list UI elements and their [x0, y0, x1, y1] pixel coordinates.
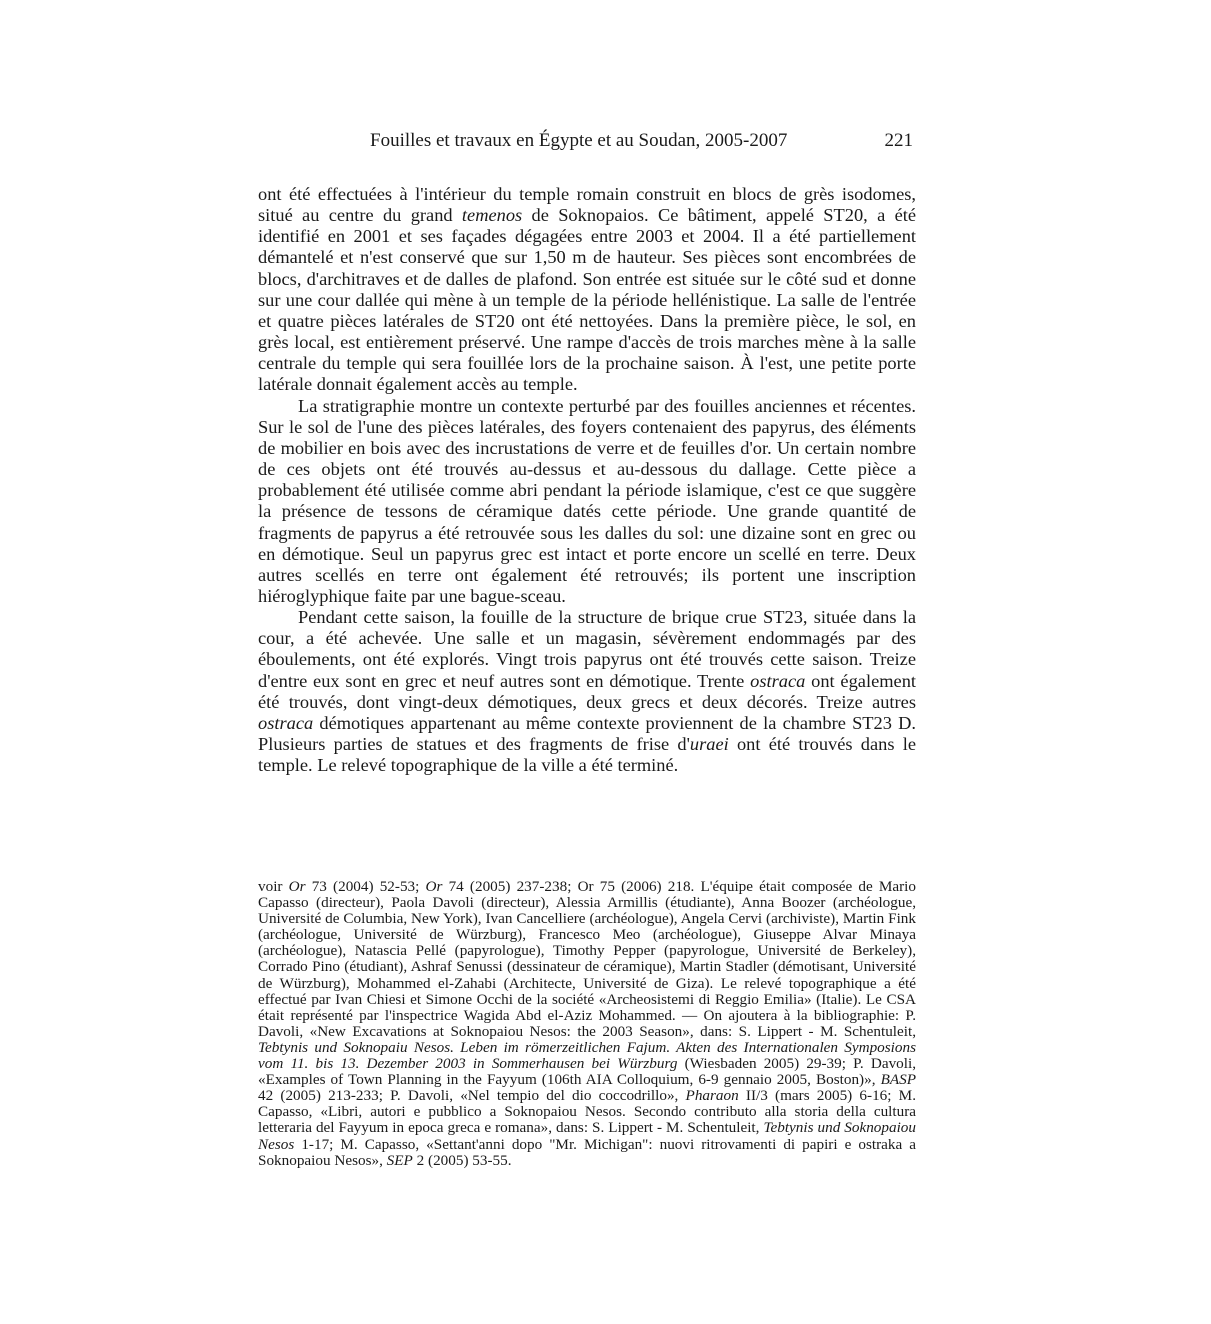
italic-text-run: ostraca [258, 712, 314, 733]
italic-text-run: SEP [386, 1151, 413, 1169]
italic-text-run: Or [288, 878, 306, 895]
text-run: Pendant cette saison, la fouille de la structure de brique crue ST23, située dans la cour, a été achevée. Une salle et un magasin, sévèrement endommagés par des éboulements, ont été explorés. Vingt trois papyrus ont été trouvés cette saison. Treize d'entre eux sont en grec et neuf autres sont en démotique. Trente [258, 607, 921, 691]
page-number: 221 [884, 130, 913, 151]
text-run: de Soknopaios. Ce bâtiment, appelé ST20, a été identifié en 2001 et ses façades dégagées entre 2003 et 2004. Il a été partiellement démantelé et n'est conservé que sur 1,50 m de hauteur. Ses pièces sont encombrées de blocs, d'architraves et de dalles de plafond. Son entrée est située sur le côté sud et donne sur une cour dallée qui mène à un temple de la période hellénistique. La salle de l'entrée et quatre pièces latérales de ST20 ont été nettoyées. Dans la première pièce, le sol, en grès local, est entièrement préservé. Une rampe d'accès de trois marches mène à la salle centrale du temple qui sera fouillée lors de la prochaine saison. À l'est, une petite porte latérale donnait également accès au temple. [258, 205, 921, 395]
footnote [258, 879, 916, 1169]
italic-text-run: BASP [880, 1071, 916, 1089]
text-run: 42 (2005) 213-233; P. Davoli, «Nel tempio del dio coccodrillo», [258, 1087, 686, 1105]
text-run: voir [258, 878, 289, 895]
body-paragraph [258, 607, 921, 776]
italic-text-run: Or [425, 878, 443, 895]
body-paragraph [258, 395, 921, 608]
text-run: démotiques appartenant au même contexte proviennent de la chambre ST23 D. Plusieurs parties de statues et des fragments de frise d' [258, 712, 921, 755]
italic-text-run: Pharaon [685, 1087, 739, 1105]
italic-text-run: Tebtynis und Soknopaiu Nesos. Leben im römerzeitlichen Fajum. Akten des Internationalen Symposions vom 11. bis 13. Dezember 2003 in Sommerhausen bei Würzburg [258, 1038, 916, 1073]
text-run: 1-17; M. Capasso, «Settant'anni dopo "Mr. Michigan": nuovi ritrovamenti di papiri e ostraka a Soknopaiou Nesos», [258, 1135, 916, 1169]
italic-text-run: uraei [689, 734, 729, 755]
text-run: II/3 (mars 2005) 6-16; M. Capasso, «Libri, autori e pubblico a Soknopaiou Nesos. Secondo contributo alla storia della cultura letteraria del Fayyum in epoca greca e romana», dans: S. Lippert - M. Schentuleit, [258, 1087, 916, 1137]
text-run: (Wiesbaden 2005) 29-39; P. Davoli, «Examples of Town Planning in the Fayyum (106th AIA Colloquium, 6-9 gennaio 2005, Boston)», [258, 1055, 917, 1089]
running-title: Fouilles et travaux en Égypte et au Soudan, 2005-2007 [370, 130, 788, 151]
text-run: 74 (2005) 237-238; Or 75 (2006) 218. L'équipe était composée de Mario Capasso (directeur), Paola Davoli (directeur), Alessia Armillis (étudiante), Anna Boozer (archéologue, Université de Columbia, New York), Ivan Cancelliere (archéologue), Angela Cervi (archiviste), Martin Fink (archéologue, Université de Würzburg), Francesco Meo (archéologue), Giuseppe Alvar Minaya (archéologue), Natascia Pellé (papyrologue), Timothy Pepper (papyrologue, Université de Berkeley), Corrado Pino (étudiant), Ashraf Senussi (dessinateur de céramique), Martin Stadler (démotisant, Université de Würzburg), Mohammed el-Zahabi (Architecte, Université de Giza). Le relevé topographique a été effectué par Ivan Chiesi et Simone Occhi de la société «Archeosistemi di Reggio Emilia» (Italie). Le CSA était représenté par l'inspectrice Wagida Abd el-Aziz Mohammed. — On ajoutera à la bibliographie: P. Davoli, «New Excavations at Soknopaiou Nesos: the 2003 Season», dans: S. Lippert - M. Schentuleit, [258, 878, 916, 1040]
text-run: ont été trouvés dans le temple. Le relevé topographique de la ville a été terminé. [258, 734, 921, 776]
body-paragraph [258, 184, 921, 396]
text-run: 73 (2004) 52-53; [305, 878, 426, 895]
text-run: ont été effectuées à l'intérieur du temple romain construit en blocs de grès isodomes, situé au centre du grand [258, 184, 921, 226]
italic-text-run: temenos [461, 205, 523, 226]
running-head [370, 128, 915, 158]
italic-text-run: ostraca [750, 670, 806, 691]
text-run: La stratigraphie montre un contexte perturbé par des fouilles anciennes et récentes. Sur le sol de l'une des pièces latérales, des foyers contenaient des papyrus, des éléments de mobilier en bois avec des incrustations de verre et de feuilles d'or. Un certain nombre de ces objets ont été trouvés au-dessus et au-dessous du dallage. Cette pièce a probablement été utilisée comme abri pendant la période islamique, c'est ce que suggère la présence de tessons de céramique datés cette période. Une grande quantité de fragments de papyrus a été retrouvée sous les dalles du sol: une dizaine sont en grec ou en démotique. Seul un papyrus grec est intact et porte encore un scellé en terre. Deux autres scellés en terre ont également été retrouvés; ils portent une inscription hiéroglyphique faite par une bague-sceau. [258, 395, 921, 606]
text-run: 2 (2005) 53-55. [412, 1151, 512, 1169]
main-text [258, 184, 921, 776]
italic-text-run: Tebtynis und Soknopaiou Nesos [258, 1119, 916, 1153]
text-run: ont également été trouvés, dont vingt-deux démotiques, deux grecs et deux décorés. Treize autres [258, 670, 921, 712]
